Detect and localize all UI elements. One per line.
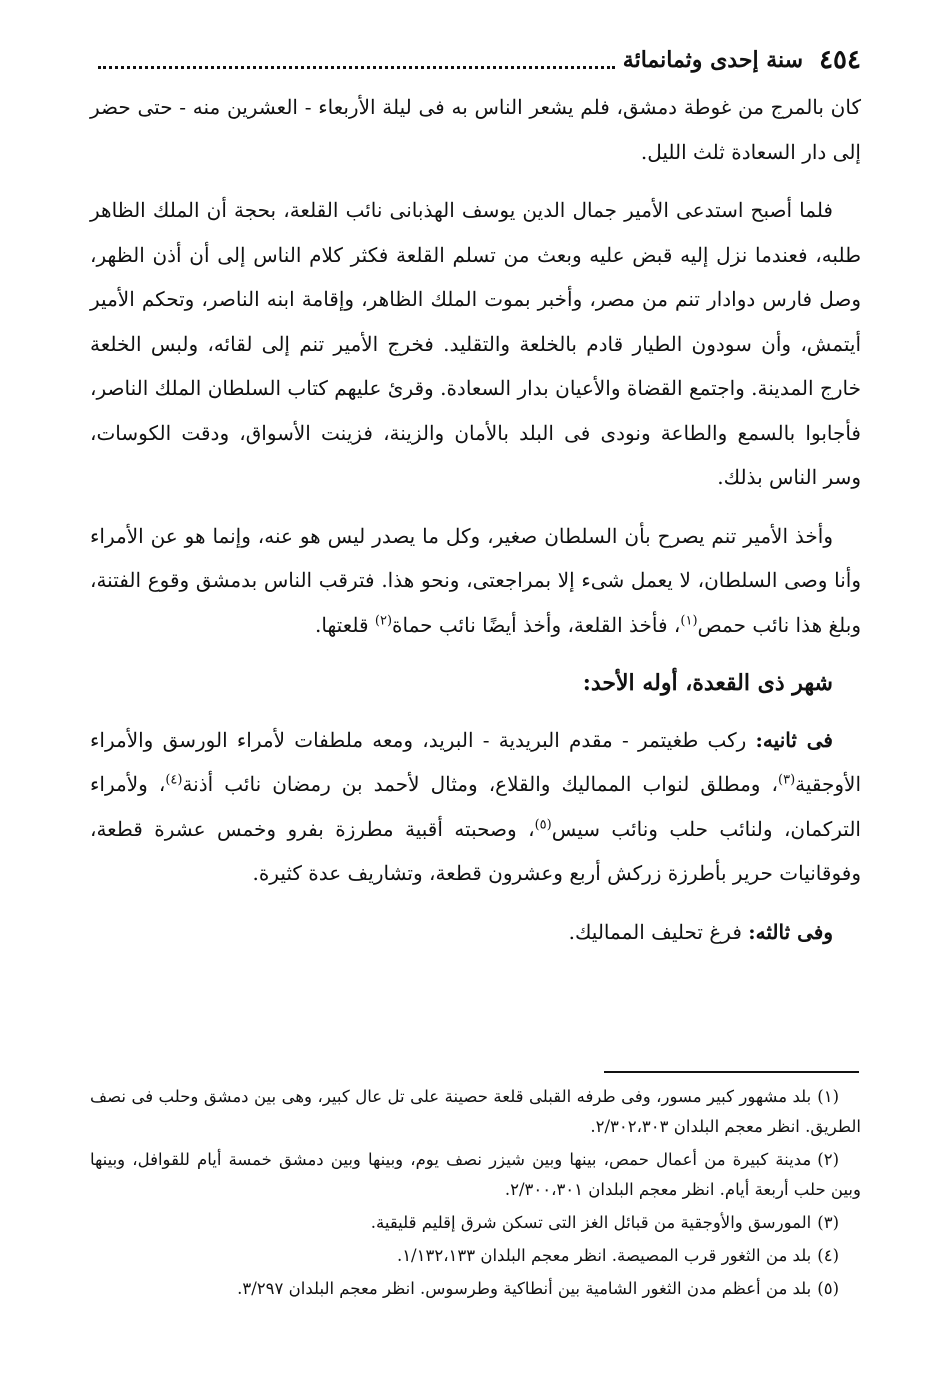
footnote-ref-2[interactable]: (٢) xyxy=(374,612,393,628)
paragraph-2: فلما أصبح استدعى الأمير جمال الدين يوسف الهذبانى نائب القلعة، بحجة أن الملك الظاهر طلبه، فعندما نزل إليه قبض عليه وبعث من تسلم القلعة فكثر كلام الناس إلى أن أذن الظهر، وصل فارس دوادار تنم من مصر، وأخبر بموت الملك الظاهر، وإقامة ابنه الناصر، وتحكم الأمير أيتمش، وأن سودون الطيار قادم بالخلعة والتقليد. فخرج الأمير تنم إلى لقائه، ولبس الخلعة خارج المدينة. واجتمع القضاة والأعيان بدار السعادة. وقرئ عليهم كتاب السلطان الملك الناصر، فأجابوا بالسمع والطاعة ونودى فى البلد بالأمان والزينة، فزينت الأسواق، ودقت الكوسات، وسر الناس بذلك. xyxy=(90,198,861,489)
main-text xyxy=(90,85,861,968)
paragraph-4-part-1: ركب طغيتمر - مقدم البريدية - البريد، ومعه ملطفات لأمراء الورسق والأمراء الأوجقية xyxy=(90,727,861,796)
footnote-ref-3[interactable]: (٣) xyxy=(778,772,796,788)
section-heading: شهر ذى القعدة، أوله الأحد: xyxy=(582,670,833,696)
paragraph-4 xyxy=(90,718,861,896)
paragraph-4-part-4: ، وصحبته أقبية مطرزة بفرو وخمس عشرة قطعة، وفوقانيات حرير بأطرزة زركش أربع وعشرون قطعة، وتشاريف عدة كثيرة. xyxy=(90,816,861,885)
footnote-2-text: مدينة كبيرة من أعمال حمص، بينها وبين شيزر نصف يوم، وبينها وبين دمشق خمسة أيام للقوافل، وبينها وبين حلب أربعة أيام. انظر معجم البلدان ٢/٣٠٠،٣٠١. xyxy=(90,1150,861,1199)
footnote-ref-5[interactable]: (٥) xyxy=(534,816,552,832)
footnote-4 xyxy=(90,1241,861,1271)
footnote-separator xyxy=(604,1071,859,1073)
footnote-5 xyxy=(90,1274,861,1304)
footnote-3-number: (٣) xyxy=(817,1213,839,1232)
footnote-1-number: (١) xyxy=(817,1087,839,1106)
footnote-ref-1[interactable]: (١) xyxy=(680,612,698,628)
footnote-5-number: (٥) xyxy=(817,1279,839,1298)
paragraph-5-lead: وفى ثالثه: xyxy=(748,919,833,944)
footnote-ref-4[interactable]: (٤) xyxy=(165,772,183,788)
paragraph-4-part-2: ، ومطلق لنواب المماليك والقلاع، ومثال لأحمد بن رمضان نائب أذنة xyxy=(182,772,778,796)
paragraph-3-part-3: قلعتها. xyxy=(315,612,375,637)
paragraph-3-part-1: وأخذ الأمير تنم يصرح بأن السلطان صغير، وكل ما يصدر ليس هو عنه، وإنما هو عن الأمراء وأنا وصى السلطان، لا يعمل شىء إلا بمراجعتى، ونحو هذا. فترقب الناس بدمشق وقوع الفتنة، وبلغ هذا نائب حمص xyxy=(90,523,861,637)
header-dot-leader xyxy=(98,52,615,69)
header-title: سنة إحدى وثمانمائة xyxy=(622,47,804,73)
page-number: ٤٥٤ xyxy=(819,45,861,75)
footnotes xyxy=(90,1082,861,1307)
paragraph-5-text: فرغ تحليف المماليك. xyxy=(568,919,749,944)
footnote-2-number: (٢) xyxy=(817,1150,839,1169)
footnote-1-text: بلد مشهور كبير مسور، وفى طرفه القبلى قلعة حصينة على تل عال كبير، وهى بين دمشق وحلب فى نصف الطريق. انظر معجم البلدان ٢/٣٠٢،٣٠٣. xyxy=(90,1087,861,1136)
paragraph-4-lead: فى ثانيه: xyxy=(755,727,833,752)
footnote-1 xyxy=(90,1082,861,1142)
paragraph-4-part-3: ، ولأمراء التركمان، ولنائب حلب ونائب سيس xyxy=(90,772,861,841)
running-header xyxy=(90,40,861,80)
footnote-5-text: بلد من أعظم مدن الثغور الشامية بين أنطاكية وطرسوس. انظر معجم البلدان ٣/٢٩٧. xyxy=(237,1279,812,1298)
footnote-3 xyxy=(90,1208,861,1238)
paragraph-3 xyxy=(90,514,861,648)
paragraph-5 xyxy=(90,910,861,955)
footnote-2 xyxy=(90,1145,861,1205)
paragraph-1: كان بالمرج من غوطة دمشق، فلم يشعر الناس به فى ليلة الأربعاء - العشرين منه - حتى حضر إلى دار السعادة ثلث الليل. xyxy=(90,95,861,164)
footnote-4-text: بلد من الثغور قرب المصيصة. انظر معجم البلدان ١/١٣٢،١٣٣. xyxy=(396,1246,812,1265)
paragraph-3-part-2: ، فأخذ القلعة، وأخذ أيضًا نائب حماة xyxy=(392,612,681,637)
footnote-3-text: المورسق والأوجقية من قبائل الغز التى تسكن شرق إقليم قليقية. xyxy=(370,1213,812,1232)
footnote-4-number: (٤) xyxy=(817,1246,839,1265)
